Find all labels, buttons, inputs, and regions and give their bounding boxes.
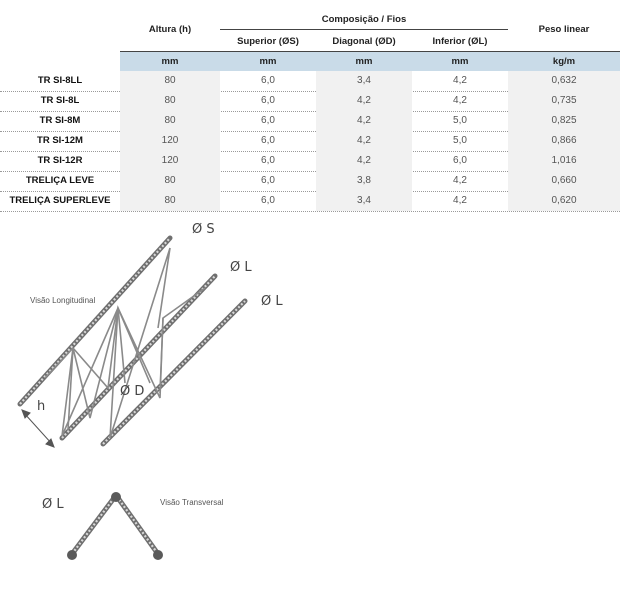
table-header-top [0, 7, 620, 35]
unit-altura: mm [161, 56, 179, 67]
row-peso: 0,660 [551, 175, 577, 187]
label-longitudinal-view: Visão Longitudinal [30, 296, 96, 305]
header-superior: Superior (ØS) [237, 35, 299, 47]
cross-section-wires [67, 492, 163, 560]
row-model: TR SI-8LL [37, 75, 83, 87]
label-height: h [37, 399, 46, 414]
row-diagonal: 4,2 [357, 95, 371, 107]
table-row [0, 151, 620, 172]
row-inferior: 4,2 [453, 175, 467, 187]
row-model: TR SI-8M [39, 115, 81, 127]
truss-drawing [0, 208, 625, 600]
label-transversal-view: Visão Transversal [160, 498, 224, 507]
header-altura: Altura (h) [148, 23, 192, 35]
row-inferior: 5,0 [453, 135, 467, 147]
row-inferior: 5,0 [453, 115, 467, 127]
row-peso: 0,866 [551, 135, 577, 147]
height-dimension-arrow [22, 410, 54, 447]
row-diagonal: 4,2 [357, 115, 371, 127]
label-inferior-wire-1: Ø L [230, 260, 252, 275]
table-row [0, 131, 620, 152]
row-diagonal: 3,4 [357, 195, 371, 207]
row-diagonal: 3,8 [357, 175, 371, 187]
row-peso: 0,735 [551, 95, 577, 107]
row-altura: 80 [164, 115, 176, 127]
row-altura: 120 [161, 155, 179, 167]
unit-inferior: mm [451, 56, 469, 67]
row-peso: 0,632 [551, 75, 577, 87]
row-model: TRELIÇA LEVE [25, 175, 95, 187]
row-diagonal: 4,2 [357, 155, 371, 167]
row-altura: 80 [164, 75, 176, 87]
table-row [0, 171, 620, 192]
unit-peso: kg/m [552, 56, 576, 67]
row-peso: 0,620 [551, 195, 577, 207]
row-model: TR SI-8L [40, 95, 80, 107]
row-model: TR SI-12M [37, 135, 83, 147]
row-superior: 6,0 [261, 75, 275, 87]
units-row [120, 52, 620, 71]
diagonal-wires [45, 248, 205, 438]
row-model: TRELIÇA SUPERLEVE [9, 195, 111, 207]
row-superior: 6,0 [261, 195, 275, 207]
row-superior: 6,0 [261, 95, 275, 107]
row-inferior: 4,2 [453, 75, 467, 87]
row-inferior: 6,0 [453, 155, 467, 167]
composicao-underline [220, 29, 508, 30]
header-inferior: Inferior (ØL) [432, 35, 488, 47]
header-composicao: Composição / Fios [321, 13, 407, 25]
row-peso: 0,825 [551, 115, 577, 127]
row-altura: 80 [164, 195, 176, 207]
row-altura: 120 [161, 135, 179, 147]
truss-diagram [0, 208, 625, 600]
table-row [0, 111, 620, 132]
header-diagonal: Diagonal (ØD) [332, 35, 396, 47]
table-header-sub [0, 31, 620, 51]
row-altura: 80 [164, 95, 176, 107]
label-inferior-wire-2: Ø L [261, 294, 283, 309]
label-diagonal-wire: Ø D [120, 384, 145, 399]
row-altura: 80 [164, 175, 176, 187]
label-transversal-wire: Ø L [42, 497, 64, 512]
unit-diagonal: mm [355, 56, 373, 67]
row-peso: 1,016 [551, 155, 577, 167]
row-model: TR SI-12R [37, 155, 83, 167]
row-superior: 6,0 [261, 115, 275, 127]
row-superior: 6,0 [261, 155, 275, 167]
label-superior-wire: Ø S [192, 222, 215, 237]
row-superior: 6,0 [261, 175, 275, 187]
table-row [0, 91, 620, 112]
row-diagonal: 4,2 [357, 135, 371, 147]
table-row [0, 71, 620, 92]
header-peso: Peso linear [538, 23, 590, 35]
unit-superior: mm [259, 56, 277, 67]
row-superior: 6,0 [261, 135, 275, 147]
row-inferior: 4,2 [453, 195, 467, 207]
row-inferior: 4,2 [453, 95, 467, 107]
row-diagonal: 3,4 [357, 75, 371, 87]
